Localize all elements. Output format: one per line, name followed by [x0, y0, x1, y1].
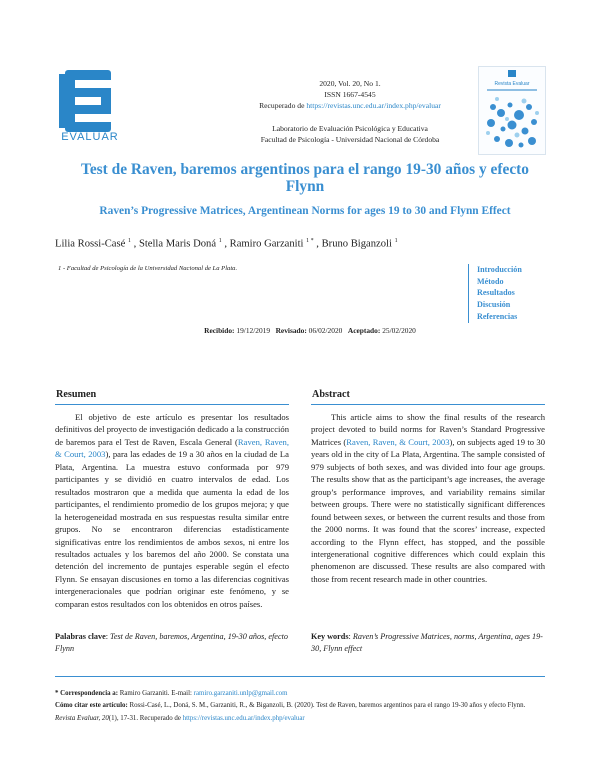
correspondence: * Correspondencia a: Ramiro Garzaniti. E-mail: ramiro.garzaniti.unlp@gmail.com	[55, 690, 288, 697]
received-label: Recibido:	[204, 326, 235, 335]
revised-label: Revisado:	[275, 326, 307, 335]
author: Lilia Rossi-Casé	[55, 238, 126, 250]
nav-link-referencias[interactable]: Referencias	[477, 311, 518, 321]
abstract-body: This article aims to show the final results of the research project devoted to build norms for Raven’s Standard Progressive Matrices (Raven, Raven, & Court, 2003), on subjects aged 19 to 30 years old in the city of La Plata, Argentina. The sample consisted of 979 subjects of both sexes, and was divided into four age groups. The results show that as the participant’s age increases, the average group’s performance improves, and variability remains similar between groups. There were no statistically significant differences found between sexes, or between the current results and those from the 2000 norms. It was found that the scores’ increase, expected according to the Flynn effect, has stopped, and the possible intergenerational cognitive differences which could explain this phenomenon are discussed. These results are also compared with those from recent research made in other countries.	[311, 412, 545, 584]
key-words: Key words: Raven’s Progressive Matrices, norms, Argentina, ages 19-30, Flynn effect	[311, 632, 543, 653]
citation-link[interactable]: Raven, Raven, & Court, 2003	[346, 436, 450, 447]
resumen-heading: Resumen	[56, 389, 97, 400]
citation-link[interactable]: Raven, Raven, & Court, 2003	[55, 436, 289, 460]
article-title: Test de Raven, baremos argentinos para el rango 19-30 años y efecto Flynn	[80, 161, 529, 195]
section-nav	[468, 264, 567, 323]
journal-meta	[230, 78, 470, 145]
author-mark: 1	[218, 238, 222, 244]
abstract-rule	[311, 404, 545, 405]
article-dates	[100, 326, 520, 335]
lab-name: Laboratorio de Evaluación Psicológica y Educativa	[272, 123, 428, 133]
author-mark: 1	[127, 238, 131, 244]
keywords-label: Palabras clave	[55, 632, 106, 641]
volume: 2020, Vol. 20, No 1.	[319, 79, 381, 88]
keywords-label: Key words	[311, 632, 349, 641]
abstract-heading: Abstract	[312, 389, 350, 400]
author-list: Lilia Rossi-Casé $^1$ , Stella Maris Doná $^1$ , Ramiro Garzaniti $^{1 *}$ , Bruno Biganzoli $^1$	[55, 238, 398, 250]
footer-url-link[interactable]: https://revistas.unc.edu.ar/index.php/evaluar	[182, 714, 305, 722]
resumen-rule	[55, 404, 289, 405]
author-mark: 1 *	[306, 238, 314, 244]
footer-rule	[55, 676, 545, 677]
resumen-body: El objetivo de este artículo es presentar los resultados definitivos del proyecto de investigación dedicado a la construcción de baremos para el Test de Raven, Escala General (Raven, Raven, & Court, 2003), para las edades de 19 a 30 años en la ciudad de La Plata, Argentina. La muestra estuvo conformada por 979 participantes y se dividió en cuatro intervalos de edad. Los resultados mostraron que a medida que aumenta la edad de los participantes, el rendimiento promedio de los grupos mejora; y que la heterogeneidad mostrada en sus respuestas resulta similar entre grupos. No se encontraron diferencias estadísticamente significativas entre los rendimientos de ambos sexos, ni entre los resultados actuales y los baremos del año 2000. Se constata una detención del incremento de puntajes esperable según el efecto Flynn. Se ensayan discusiones en torno a las diferencias cognitivas intergeneracionales que podrían originar este fenómeno, y se comparan estos resultados con los obtenidos en otros países.	[55, 412, 289, 609]
logo-text: EVALUAR	[61, 131, 119, 143]
cover-label: Revista Evaluar	[494, 81, 530, 87]
retrieved-line: Recuperado de https://revistas.unc.edu.ar/index.php/evaluar	[259, 101, 441, 111]
accepted-label: Aceptado:	[347, 326, 381, 335]
author: Stella Maris Doná	[138, 238, 217, 250]
author-mark: 1	[394, 238, 398, 244]
footer-notes	[55, 688, 545, 725]
journal-cover	[478, 66, 546, 155]
accepted-date: 25/02/2020	[382, 326, 416, 335]
issn: ISSN 1667-4545	[324, 90, 376, 100]
author: Ramiro Garzaniti	[229, 238, 304, 250]
citation-note: Cómo citar este artículo: Rossi-Casé, L., Doná, S. M., Garzaniti, R., & Biganzoli, B. (2020). Test de Raven, baremos argentinos para el rango 19-30 años y efecto Flynn. Revista Evaluar, 20(1), 17-31. Recuperado de https://revistas.unc.edu.ar/index.php/evaluar	[55, 702, 526, 722]
received-date: 19/12/2019	[236, 326, 271, 335]
revised-date: 06/02/2020	[308, 326, 343, 335]
nav-link-introduccion[interactable]: Introducción	[477, 265, 522, 274]
author: Bruno Biganzoli	[321, 238, 392, 250]
keywords-text: Test de Raven, baremos, Argentina, 19-30 años, efecto Flynn	[55, 632, 288, 653]
affiliation: 1 - Facultad de Psicología de la Universidad Nacional de La Plata.	[58, 265, 238, 272]
palabras-clave: Palabras clave: Test de Raven, baremos, Argentina, 19-30 años, efecto Flynn	[55, 632, 288, 653]
cover-art	[479, 67, 545, 154]
nav-link-discusion[interactable]: Discusión	[477, 300, 511, 310]
nav-link-resultados[interactable]: Resultados	[477, 288, 515, 298]
journal-url-link[interactable]: https://revistas.unc.edu.ar/index.php/evaluar	[306, 101, 441, 111]
faculty-name: Facultad de Psicología - Universidad Nacional de Córdoba	[260, 134, 440, 144]
nav-link-metodo[interactable]: Método	[477, 276, 504, 286]
article-subtitle: Raven’s Progressive Matrices, Argentinean Norms for ages 19 to 30 and Flynn Effect	[99, 205, 511, 217]
email-link[interactable]: ramiro.garzaniti.unlp@gmail.com	[193, 690, 288, 697]
keywords-text: Raven’s Progressive Matrices, norms, Argentina, ages 19-30, Flynn effect	[311, 632, 543, 653]
